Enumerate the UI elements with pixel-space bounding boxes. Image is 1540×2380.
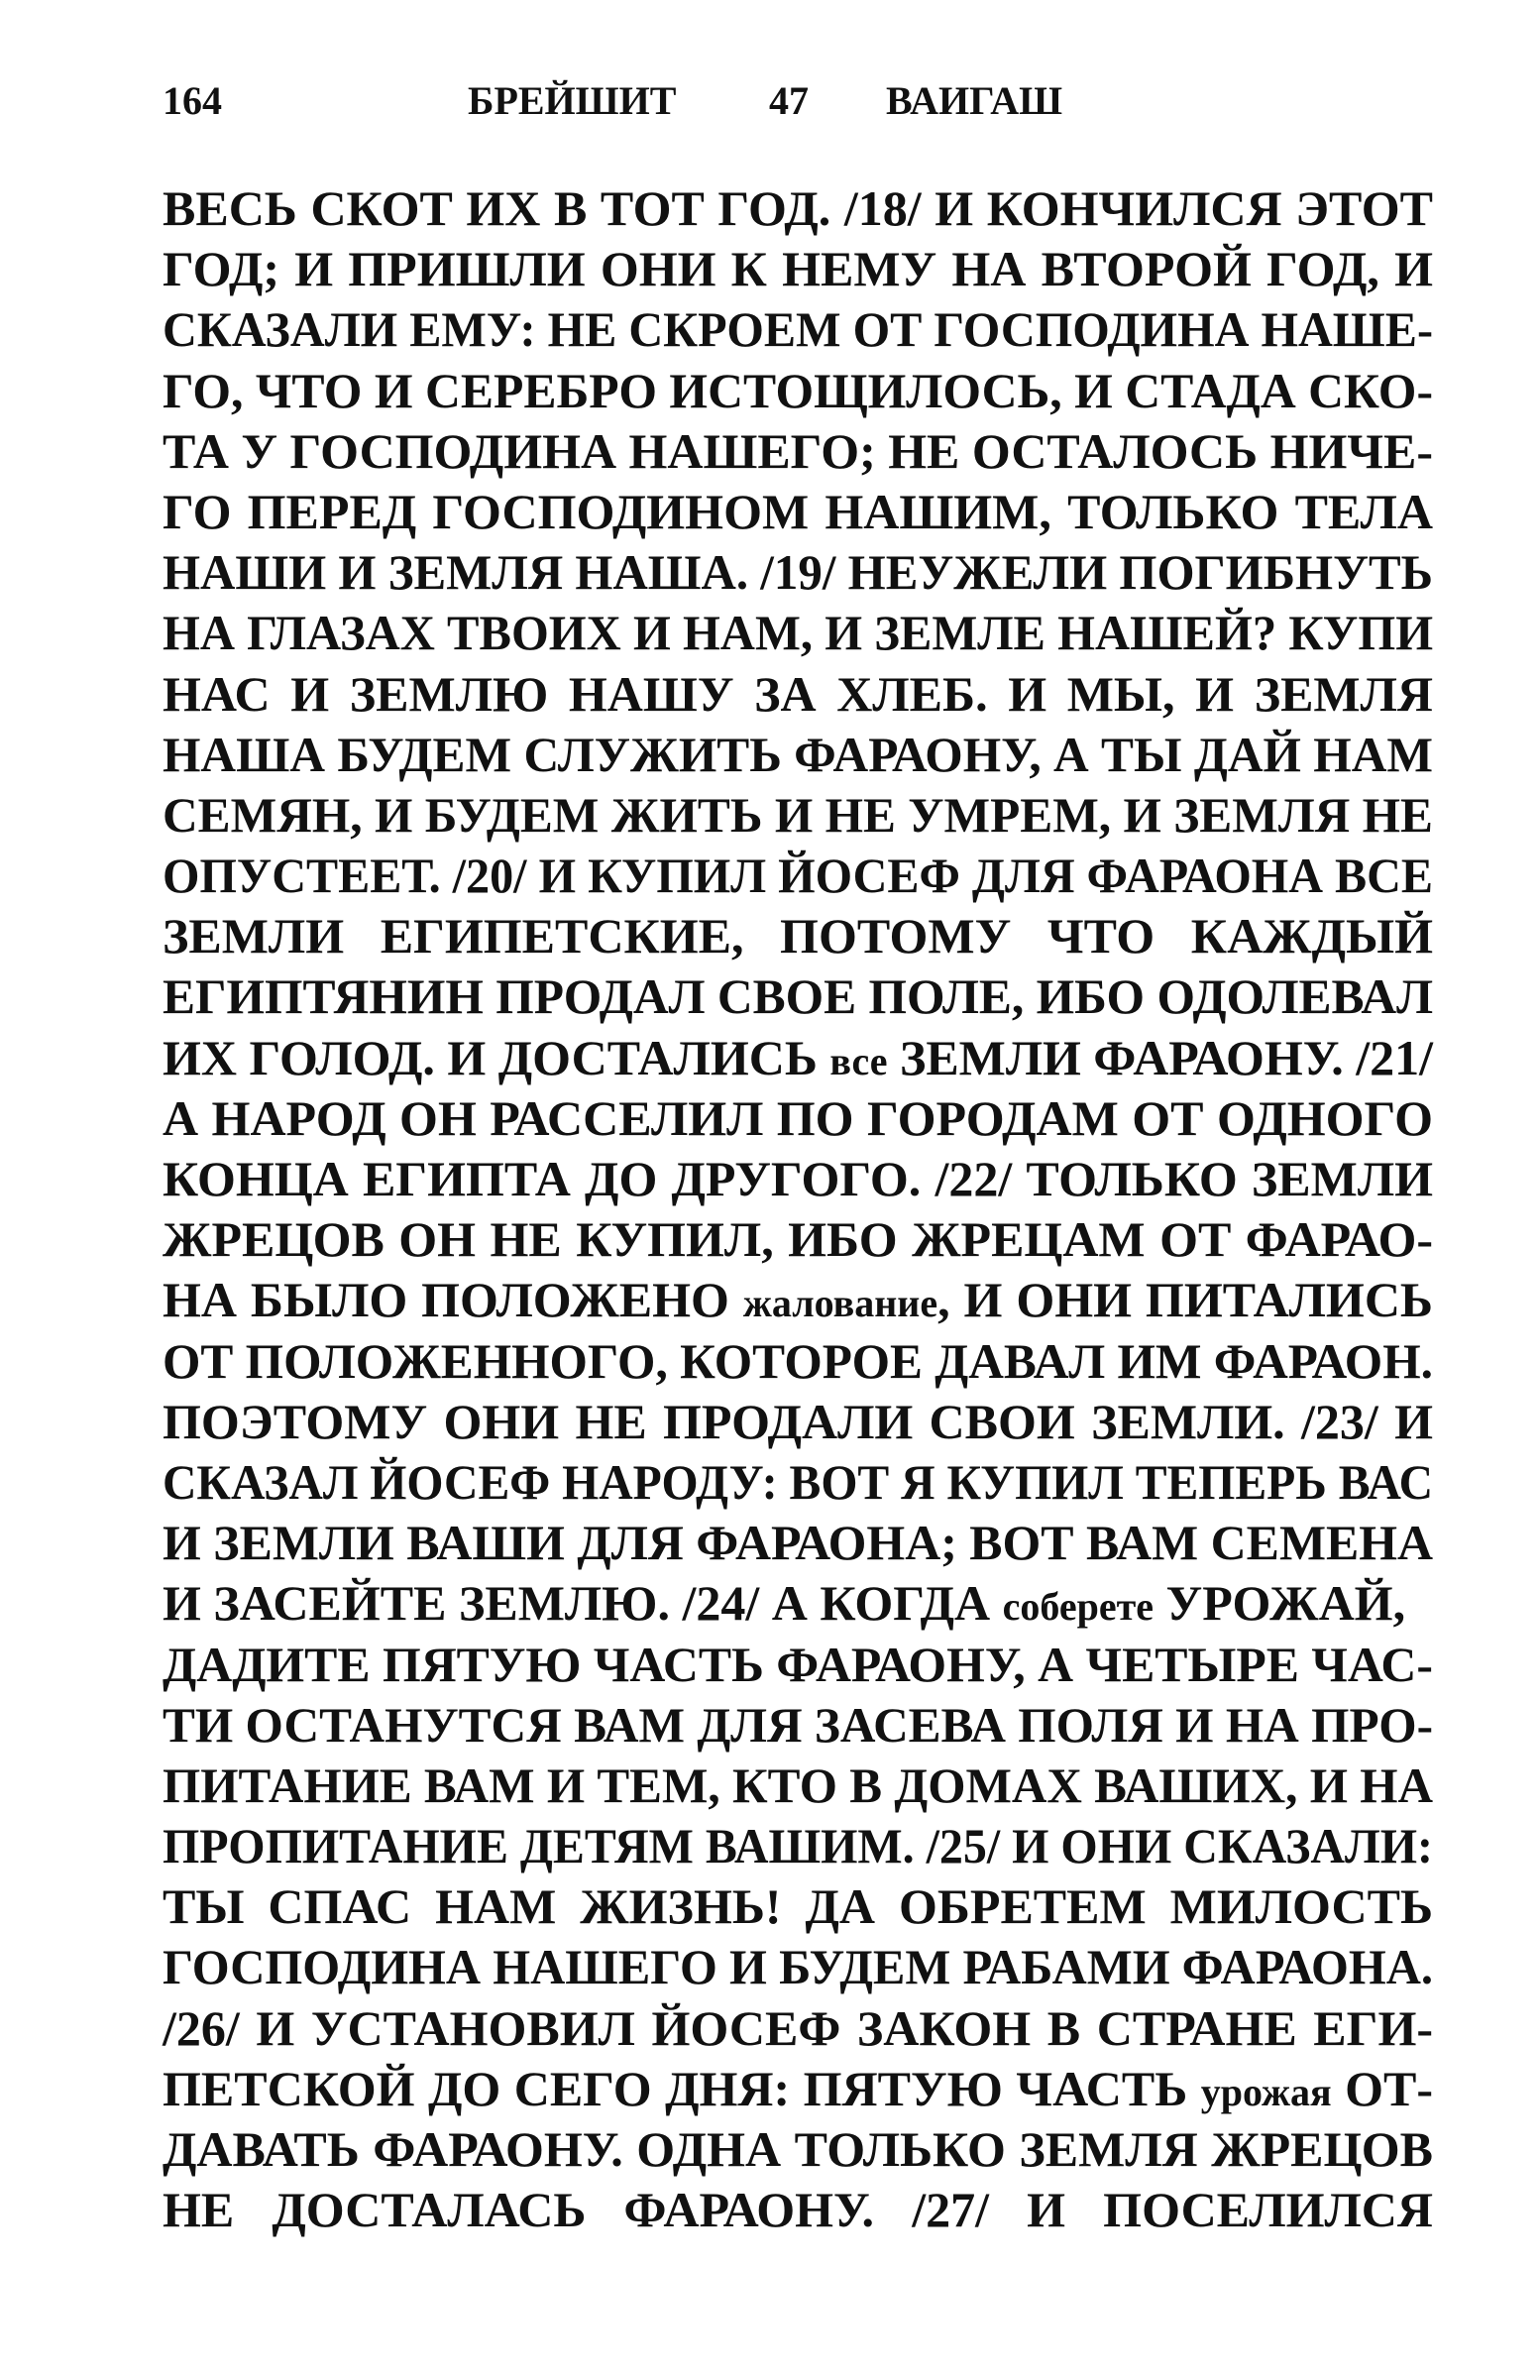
text-line: НЕ ДОСТАЛАСЬ ФАРАОНУ. /27/ И ПОСЕЛИЛСЯ [163, 2182, 1433, 2238]
text-line [163, 1028, 1432, 1088]
text-line: ЖРЕЦОВ ОН НЕ КУПИЛ, ИБО ЖРЕЦАМ ОТ ФАРАО- [163, 1211, 1433, 1268]
text-line: ЕГИПТЯНИН ПРОДАЛ СВОЕ ПОЛЕ, ИБО ОДОЛЕВАЛ [163, 968, 1434, 1025]
chapter-number: 47 [769, 78, 809, 123]
text-line: ОТ ПОЛОЖЕННОГО, КОТОРОЕ ДАВАЛ ИМ ФАРАОН. [163, 1332, 1433, 1389]
text-segment: УРОЖАЙ, [1154, 1575, 1406, 1632]
text-line: НАША БУДЕМ СЛУЖИТЬ ФАРАОНУ, А ТЫ ДАЙ НАМ [163, 726, 1434, 782]
body-text [163, 178, 1433, 2240]
lowercase-insert: жалование [742, 1281, 938, 1326]
text-line [163, 1573, 1433, 1634]
text-segment: , И ОНИ ПИТАЛИСЬ [937, 1272, 1433, 1328]
text-line: ДАДИТЕ ПЯТУЮ ЧАСТЬ ФАРАОНУ, А ЧЕТЫРЕ ЧАС- [163, 1636, 1433, 1692]
lowercase-insert: соберете [1002, 1584, 1155, 1630]
lowercase-insert: все [829, 1038, 888, 1083]
text-line: ВЕСЬ СКОТ ИХ В ТОТ ГОД. /18/ И КОНЧИЛСЯ ЭТОТ [163, 180, 1433, 236]
text-line: И ЗЕМЛИ ВАШИ ДЛЯ ФАРАОНА; ВОТ ВАМ СЕМЕНА [163, 1515, 1434, 1571]
text-line: НА ГЛАЗАХ ТВОИХ И НАМ, И ЗЕМЛЕ НАШЕЙ? КУПИ [163, 605, 1434, 661]
text-segment: И ЗАСЕЙТЕ ЗЕМЛЮ. /24/ А КОГДА [163, 1575, 1003, 1632]
text-segment: ЗЕМЛИ ФАРАОНУ. /21/ [887, 1029, 1434, 1085]
text-line: ОПУСТЕЕТ. /20/ И КУПИЛ ЙОСЕФ ДЛЯ ФАРАОНА ВСЕ [163, 848, 1434, 904]
text-line: ГО ПЕРЕД ГОСПОДИНОМ НАШИМ, ТОЛЬКО ТЕЛА [163, 483, 1433, 539]
book-title: БРЕЙШИТ [468, 78, 677, 123]
text-line: ГО, ЧТО И СЕРЕБРО ИСТОЩИЛОСЬ, И СТАДА СКО- [163, 362, 1433, 418]
text-line: ДАВАТЬ ФАРАОНУ. ОДНА ТОЛЬКО ЗЕМЛЯ ЖРЕЦОВ [163, 2121, 1433, 2177]
lowercase-insert: урожая [1200, 2069, 1332, 2114]
text-segment: ОТ- [1331, 2060, 1433, 2116]
text-segment: ИХ ГОЛОД. И ДОСТАЛИСЬ [163, 1029, 830, 1085]
text-line: СЕМЯН, И БУДЕМ ЖИТЬ И НЕ УМРЕМ, И ЗЕМЛЯ НЕ [163, 786, 1433, 843]
text-line: ГОСПОДИНА НАШЕГО И БУДЕМ РАБАМИ ФАРАОНА. [163, 1939, 1434, 1995]
text-line: ПРОПИТАНИЕ ДЕТЯМ ВАШИМ. /25/ И ОНИ СКАЗАЛИ: [163, 1818, 1434, 1874]
text-line: ПИТАНИЕ ВАМ И ТЕМ, КТО В ДОМАХ ВАШИХ, И НА [163, 1757, 1434, 1813]
text-line: /26/ И УСТАНОВИЛ ЙОСЕФ ЗАКОН В СТРАНЕ ЕГИ- [163, 1999, 1433, 2056]
page-number: 164 [163, 78, 222, 123]
portion-title: ВАИГАШ [886, 78, 1063, 123]
text-line: ПОЭТОМУ ОНИ НЕ ПРОДАЛИ СВОИ ЗЕМЛИ. /23/ И [163, 1393, 1433, 1449]
text-line: НАС И ЗЕМЛЮ НАШУ ЗА ХЛЕБ. И МЫ, И ЗЕМЛЯ [163, 665, 1433, 722]
text-line: СКАЗАЛ ЙОСЕФ НАРОДУ: ВОТ Я КУПИЛ ТЕПЕРЬ ВАС [163, 1453, 1434, 1510]
text-line: ТА У ГОСПОДИНА НАШЕГО; НЕ ОСТАЛОСЬ НИЧЕ- [163, 422, 1433, 479]
text-line: НАШИ И ЗЕМЛЯ НАША. /19/ НЕУЖЕЛИ ПОГИБНУТЬ [163, 544, 1434, 601]
text-line: ГОД; И ПРИШЛИ ОНИ К НЕМУ НА ВТОРОЙ ГОД, И [163, 241, 1433, 297]
text-line: А НАРОД ОН РАССЕЛИЛ ПО ГОРОДАМ ОТ ОДНОГО [163, 1089, 1433, 1146]
text-line: ТИ ОСТАНУТСЯ ВАМ ДЛЯ ЗАСЕВА ПОЛЯ И НА ПРО- [163, 1696, 1434, 1753]
text-line [163, 2059, 1433, 2119]
running-head [163, 71, 1431, 131]
text-line [163, 1270, 1433, 1330]
text-segment: ПЕТСКОЙ ДО СЕГО ДНЯ: ПЯТУЮ ЧАСТЬ [163, 2060, 1201, 2116]
text-segment: НА БЫЛО ПОЛОЖЕНО [163, 1272, 743, 1328]
text-line: КОНЦА ЕГИПТА ДО ДРУГОГО. /22/ ТОЛЬКО ЗЕМЛИ [163, 1151, 1433, 1206]
text-line: ТЫ СПАС НАМ ЖИЗНЬ! ДА ОБРЕТЕМ МИЛОСТЬ [163, 1878, 1433, 1935]
text-line: ЗЕМЛИ ЕГИПЕТСКИЕ, ПОТОМУ ЧТО КАЖДЫЙ [163, 908, 1433, 964]
text-line: СКАЗАЛИ ЕМУ: НЕ СКРОЕМ ОТ ГОСПОДИНА НАШЕ- [163, 301, 1434, 358]
